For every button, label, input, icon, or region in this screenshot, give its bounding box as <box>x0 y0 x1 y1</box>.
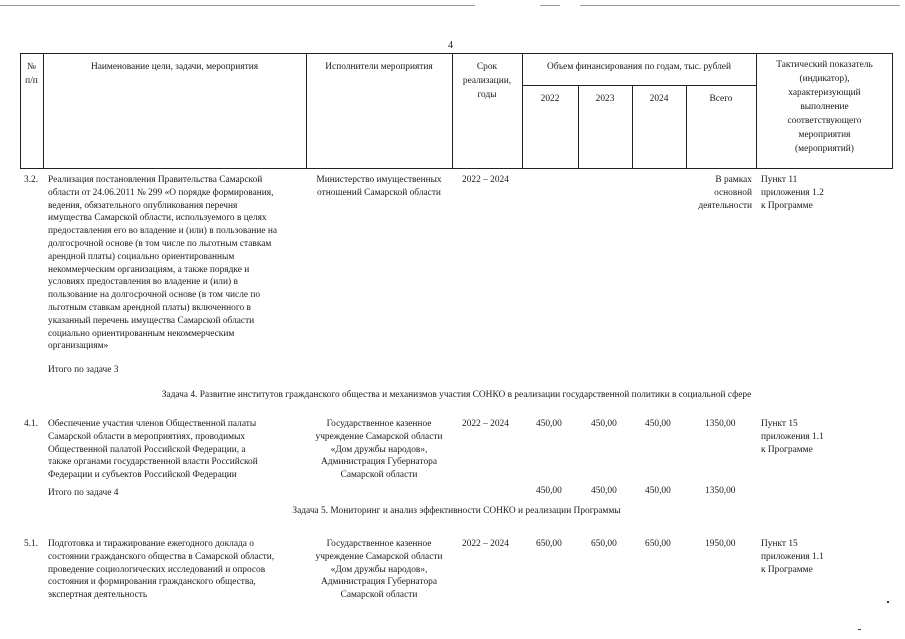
header-year-2023: 2023 <box>595 94 615 104</box>
row-value-total: 1950,00 <box>705 539 736 549</box>
row-indicator: Пункт 11 приложения 1.2 к Программе <box>761 175 824 211</box>
row-value-2024: 650,00 <box>645 539 671 549</box>
total-value-2022: 450,00 <box>536 486 562 496</box>
row-value-2023: 450,00 <box>591 419 617 429</box>
row-name: Реализация постановления Правительства Самарской области от 24.06.2011 № 299 «О порядке формирования, ведения, обязательного опубликования перечня имущества Самарской области, используемого в целях предоставления его во владение и (или) в пользование на долгосрочной основе (в том числе по льготным ставкам арендной платы) социально ориентированным некоммерческим организациям, а также порядке и условиях предоставления во владение и (или) в пользование на долгосрочной основе (в том числе по льготным ставкам арендной платы) включенного в указанный перечень имущества Самарской области социально ориентированным некоммерческим организациям» <box>48 175 278 352</box>
total-value-total: 1350,00 <box>705 486 736 496</box>
row-total: В рамках основной деятельности <box>698 175 752 211</box>
row-executor: Государственное казенное учреждение Самарской области «Дом дружбы народов», Администрация Губернатора Самарской области <box>315 539 443 601</box>
task-4-title: Задача 4. Развитие институтов гражданского общества и механизмов участия СОНКО в реализации государственной политики в социальной сфере <box>161 390 752 400</box>
header-name: Наименование цели, задачи, мероприятия <box>90 62 259 72</box>
header-year-2024: 2024 <box>649 94 669 104</box>
row-number: 5.1. <box>24 539 39 549</box>
total-task-4-label: Итого по задаче 4 <box>48 488 119 498</box>
row-indicator: Пункт 15 приложения 1.1 к Программе <box>761 419 824 455</box>
row-number: 4.1. <box>24 419 39 429</box>
header-indicator: Тактический показатель (индикатор), характеризующий выполнение соответствующего мероприятия (мероприятий) <box>776 60 873 154</box>
page-number: 4 <box>448 40 453 51</box>
row-value-2022: 450,00 <box>536 419 562 429</box>
row-executor: Государственное казенное учреждение Самарской области «Дом дружбы народов», Администрация Губернатора Самарской области <box>315 419 443 481</box>
row-value-2023: 650,00 <box>591 539 617 549</box>
row-number: 3.2. <box>24 175 39 185</box>
row-indicator: Пункт 15 приложения 1.1 к Программе <box>761 539 824 575</box>
row-name: Обеспечение участия членов Общественной палаты Самарской области в мероприятиях, проводимых Общественной палатой Российской Федерации, а также органами государственной власти Российской Федерации и субъектов Российской Федерации <box>48 419 258 481</box>
scan-edge-line <box>540 5 560 6</box>
row-term: 2022 – 2024 <box>462 539 509 549</box>
header-year-2022: 2022 <box>540 94 560 104</box>
header-executors: Исполнители мероприятия <box>325 62 433 72</box>
scan-edge-line <box>580 5 900 6</box>
total-task-3-label: Итого по задаче 3 <box>48 365 119 375</box>
header-term: Срок реализации, годы <box>462 62 512 100</box>
scan-speck <box>858 629 861 630</box>
task-5-title: Задача 5. Мониторинг и анализ эффективности СОНКО и реализации Программы <box>292 506 621 516</box>
row-name: Подготовка и тиражирование ежегодного доклада о состоянии гражданского общества в Самарской области, проведение социологических исследований и опросов состояния и формирования гражданского общества, экспертная деятельность <box>48 539 275 601</box>
row-term: 2022 – 2024 <box>462 419 509 429</box>
scan-speck <box>887 601 889 603</box>
row-value-total: 1350,00 <box>705 419 736 429</box>
row-executor: Министерство имущественных отношений Самарской области <box>316 175 442 198</box>
header-total: Всего <box>709 94 733 104</box>
row-value-2024: 450,00 <box>645 419 671 429</box>
header-number: № п/п <box>25 62 38 86</box>
row-value-2022: 650,00 <box>536 539 562 549</box>
row-term: 2022 – 2024 <box>462 175 509 185</box>
scan-edge-line <box>0 5 475 6</box>
header-financing: Объем финансирования по годам, тыс. рублей <box>547 62 731 72</box>
total-value-2023: 450,00 <box>591 486 617 496</box>
total-value-2024: 450,00 <box>645 486 671 496</box>
